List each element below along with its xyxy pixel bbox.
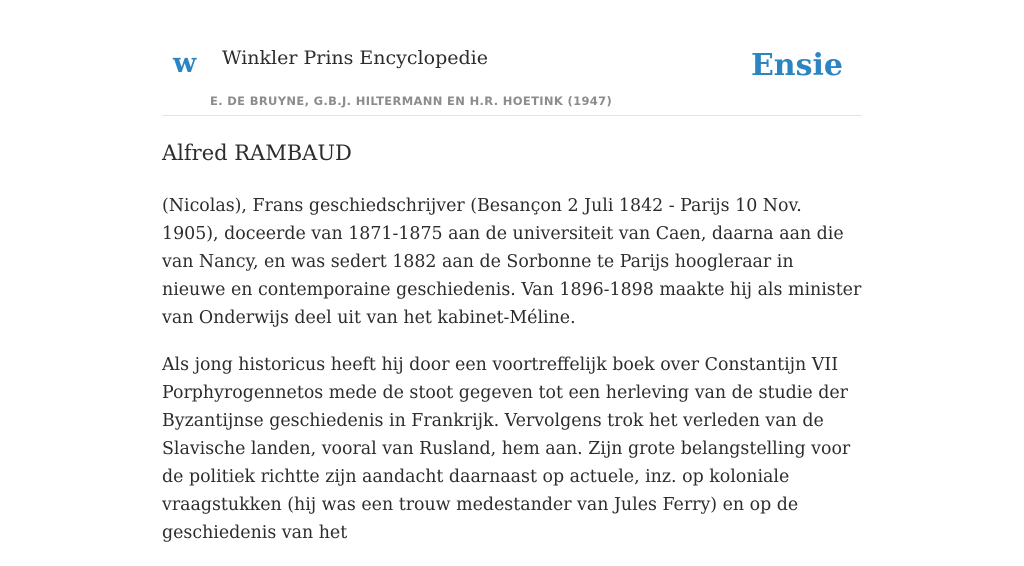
entry-paragraph-2: Als jong historicus heeft hij door een voortreffelijk boek over Constantijn VII Porphyrogennetos mede de stoot gegeven tot een herleving van de studie der Byzantijnse geschiedenis in Frankrijk. Vervolgens trok het verleden van de Slavische landen, vooral van Rusland, hem aan. Zijn grote belangstelling voor de politiek richtte zijn aandacht daarnaast op actuele, inz. op koloniale vraagstukken (hij was een trouw medestander van Jules Ferry) en op de geschiedenis van het [162,355,851,543]
ensie-brand-logo[interactable]: Ensie [750,48,843,83]
encyclopedia-authors: E. DE BRUYNE, G.B.J. HILTERMANN EN H.R. HOETINK (1947) [210,94,613,108]
entry-title: Alfred RAMBAUD [162,141,352,165]
encyclopedia-title: Winkler Prins Encyclopedie [222,47,488,69]
entry-paragraph-1: (Nicolas), Frans geschiedschrijver (Besançon 2 Juli 1842 - Parijs 10 Nov. 1905), doceerde van 1871-1875 aan de universiteit van Caen, daarna aan die van Nancy, en was sedert 1882 aan de Sorbonne te Parijs hoogleraar in nieuwe en contemporaine geschiedenis. Van 1896-1898 maakte hij als minister van Onderwijs deel uit van het kabinet-Méline. [162,196,862,328]
site-header [162,36,862,116]
winkler-prins-logo[interactable]: w [173,48,197,79]
entry-article [162,192,862,566]
